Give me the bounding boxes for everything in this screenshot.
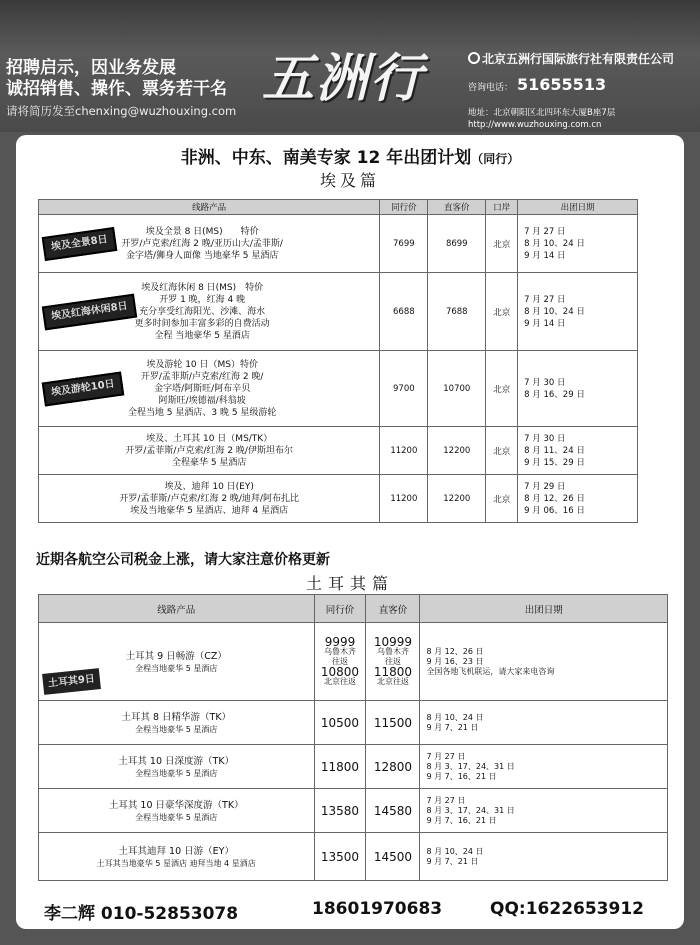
direct-price: 7688 xyxy=(428,273,486,351)
direct-price xyxy=(366,833,420,881)
route-stamp: 土耳其9日 xyxy=(42,668,101,695)
date-line: 7 月 30 日 xyxy=(524,377,566,388)
date-line: 9 月 7、21 日 xyxy=(426,856,479,866)
hotline-label: 咨询电话： xyxy=(468,83,514,93)
price-line: 10800 xyxy=(320,664,360,679)
departure-dates xyxy=(518,427,638,475)
peer-price: 11200 xyxy=(380,475,428,523)
departure-dates xyxy=(420,833,668,881)
company-address: 地址：北京朝阳区北四环东大厦B座7层 xyxy=(468,108,616,118)
route-cell xyxy=(39,475,380,523)
col-port: 口岸 xyxy=(486,200,518,215)
turkey-table xyxy=(38,594,668,881)
route-line: 埃及全景 8 日(MS) 特价 xyxy=(145,226,259,237)
col-route: 线路产品 xyxy=(39,200,380,215)
direct-price xyxy=(366,789,420,833)
date-line: 8 月 12、26 日 xyxy=(426,646,484,656)
price-line: 往返 xyxy=(331,656,348,666)
company-info xyxy=(468,50,694,130)
date-line: 8 月 10、24 日 xyxy=(426,846,484,856)
plan-title-suffix: （同行） xyxy=(471,152,520,166)
route-line: 埃及红海休闲 8 日(MS) 特价 xyxy=(141,282,264,293)
date-line: 7 月 27 日 xyxy=(426,751,466,761)
date-line: 8 月 10、24 日 xyxy=(426,712,484,722)
route-name: 土耳其 10 日深度游（TK） xyxy=(118,756,235,767)
recruit-line-2: 诚招销售、操作、票务若干名 xyxy=(6,79,227,99)
company-logo: 五洲行 xyxy=(262,48,425,109)
mobile-number: 18601970683 xyxy=(312,899,443,919)
route-note: 全程当地豪华 5 星酒店 xyxy=(135,769,218,778)
price-line: 11500 xyxy=(373,715,413,730)
price-line: 北京往返 xyxy=(376,676,409,686)
date-line: 8 月 11、24 日 xyxy=(524,445,585,456)
date-line: 7 月 30 日 xyxy=(524,433,566,444)
date-line: 9 月 7、16、21 日 xyxy=(426,815,497,825)
price-notice: 近期各航空公司税金上涨，请大家注意价格更新 xyxy=(36,552,330,568)
peer-price xyxy=(314,701,366,745)
route-name: 土耳其 8 日精华游（TK） xyxy=(121,712,232,723)
departure-dates xyxy=(518,351,638,427)
route-line: 开罗/孟菲斯/卢克索/红海 2 晚/迪拜/阿布扎比 xyxy=(119,493,299,504)
price-line: 乌鲁木齐 xyxy=(323,646,356,656)
route-cell xyxy=(39,623,315,701)
direct-price: 10700 xyxy=(428,351,486,427)
price-line: 11800 xyxy=(373,664,413,679)
hotline-number: 51655513 xyxy=(517,75,607,94)
plan-title-text: 非洲、中东、南美专家 12 年出团计划 xyxy=(180,148,472,168)
departure-dates xyxy=(518,475,638,523)
route-line: 开罗/孟菲斯/卢克索/红海 2 晚/伊斯坦布尔 xyxy=(125,445,293,456)
price-line: 乌鲁木齐 xyxy=(376,646,409,656)
col-direct-price: 直客价 xyxy=(428,200,486,215)
route-cell xyxy=(39,351,380,427)
port: 北京 xyxy=(486,475,518,523)
date-line: 8 月 12、26 日 xyxy=(524,493,585,504)
table-row xyxy=(39,273,638,351)
route-name: 土耳其 9 日畅游（CZ） xyxy=(125,651,227,662)
route-name: 土耳其 10 日豪华深度游（TK） xyxy=(108,800,244,811)
route-line: 更多时间参加丰富多彩的自费活动 xyxy=(134,318,270,329)
route-cell xyxy=(39,273,380,351)
port: 北京 xyxy=(486,427,518,475)
date-line: 7 月 27 日 xyxy=(524,294,566,305)
price-line: 10999 xyxy=(373,634,413,649)
route-line: 金字塔/狮身人面像 当地豪华 5 星酒店 xyxy=(126,250,279,261)
peer-price xyxy=(314,745,366,789)
col-dates: 出团日期 xyxy=(420,595,668,623)
price-line: 往返 xyxy=(384,656,401,666)
departure-dates xyxy=(420,623,668,701)
route-line: 全程豪华 5 星酒店 xyxy=(171,457,247,468)
route-line: 开罗/孟菲斯/卢克索/红海 2 晚/ xyxy=(140,371,264,382)
table-row xyxy=(39,475,638,523)
departure-dates xyxy=(518,273,638,351)
company-website[interactable]: http://www.wuzhouxing.com.cn xyxy=(468,120,602,130)
route-cell xyxy=(39,427,380,475)
route-cell xyxy=(39,701,315,745)
route-line: 全程当地 5 星酒店、3 晚 5 星级游轮 xyxy=(127,407,277,418)
peer-price xyxy=(314,789,366,833)
recruit-notice xyxy=(6,58,236,122)
direct-price xyxy=(366,623,420,701)
col-route: 线路产品 xyxy=(39,595,315,623)
date-line: 9 月 14 日 xyxy=(524,250,566,261)
col-direct-price: 直客价 xyxy=(366,595,420,623)
price-line: 10500 xyxy=(320,715,360,730)
date-line: 8 月 3、17、24、31 日 xyxy=(426,761,515,771)
route-line: 阿斯旺/埃德福/科翁坡 xyxy=(158,395,246,406)
table-row xyxy=(39,215,638,273)
company-name xyxy=(468,50,694,67)
table-row xyxy=(39,745,668,789)
qq-number: QQ:1622653912 xyxy=(490,899,644,919)
peer-price: 7699 xyxy=(380,215,428,273)
table-row xyxy=(39,351,638,427)
date-line: 7 月 27 日 xyxy=(426,795,466,805)
route-note: 全程当地豪华 5 星酒店 xyxy=(135,725,218,734)
direct-price: 12200 xyxy=(428,475,486,523)
peer-price: 6688 xyxy=(380,273,428,351)
price-line: 14580 xyxy=(373,803,413,818)
direct-price: 8699 xyxy=(428,215,486,273)
date-line: 9 月 14 日 xyxy=(524,318,566,329)
departure-dates xyxy=(420,701,668,745)
route-note: 全程当地豪华 5 星酒店 xyxy=(135,813,218,822)
date-line: 8 月 16、29 日 xyxy=(524,389,585,400)
route-stamp: 埃及游轮10日 xyxy=(42,371,124,406)
date-line: 9 月 7、16、21 日 xyxy=(426,771,497,781)
route-cell xyxy=(39,745,315,789)
table-row xyxy=(39,623,668,701)
price-line: 12800 xyxy=(373,759,413,774)
company-name-text: 北京五洲行国际旅行社有限责任公司 xyxy=(482,52,675,66)
route-cell xyxy=(39,215,380,273)
route-line: 开罗 1 晚，红海 4 晚 xyxy=(159,294,246,305)
date-line: 9 月 15、29 日 xyxy=(524,457,585,468)
direct-price xyxy=(366,745,420,789)
peer-price xyxy=(314,623,366,701)
peer-price: 11200 xyxy=(380,427,428,475)
table-row xyxy=(39,833,668,881)
port: 北京 xyxy=(486,351,518,427)
route-cell xyxy=(39,789,315,833)
route-line: 开罗/卢克索/红海 2 晚/亚历山大/孟菲斯/ xyxy=(121,238,283,249)
price-line: 14500 xyxy=(373,849,413,864)
egypt-heading: 埃及篇 xyxy=(319,171,380,190)
date-line: 8 月 10、24 日 xyxy=(524,306,585,317)
logo-ring-icon xyxy=(468,52,480,64)
col-dates: 出团日期 xyxy=(518,200,638,215)
date-line: 全国各地飞机联运，请大家来电咨询 xyxy=(426,666,555,676)
route-name: 土耳其迪拜 10 日游（EY） xyxy=(118,846,234,857)
route-line: 全程 当地豪华 5 星酒店 xyxy=(154,330,250,341)
departure-dates xyxy=(420,789,668,833)
direct-price: 12200 xyxy=(428,427,486,475)
route-note: 土耳其当地豪华 5 星酒店 迪拜当地 4 星酒店 xyxy=(96,859,256,868)
route-line: 埃及、土耳其 10 日（MS/TK） xyxy=(146,433,273,444)
table-row xyxy=(39,701,668,745)
date-line: 7 月 29 日 xyxy=(524,481,566,492)
recruit-line-1: 招聘启示，因业务发展 xyxy=(6,58,176,78)
route-cell xyxy=(39,833,315,881)
date-line: 9 月 7、21 日 xyxy=(426,722,479,732)
date-line: 9 月 06、16 日 xyxy=(524,505,585,516)
hotline xyxy=(468,75,694,94)
col-peer-price: 同行价 xyxy=(314,595,366,623)
turkey-heading: 土耳其篇 xyxy=(305,574,394,593)
route-line: 充分享受红海阳光、沙滩、海水 xyxy=(139,306,266,317)
route-stamp: 埃及全景8日 xyxy=(42,227,118,261)
peer-price: 9700 xyxy=(380,351,428,427)
price-line: 9999 xyxy=(324,634,356,649)
route-stamp: 埃及红海休闲8日 xyxy=(42,293,137,330)
date-line: 8 月 3、17、24、31 日 xyxy=(426,805,515,815)
contact-person: 李二辉 010-52853078 xyxy=(44,904,239,924)
route-line: 金字塔/阿斯旺/阿布辛贝 xyxy=(154,383,251,394)
col-peer-price: 同行价 xyxy=(380,200,428,215)
route-line: 埃及当地豪华 5 星酒店、迪拜 4 星酒店 xyxy=(130,505,289,516)
route-line: 埃及游轮 10 日（MS）特价 xyxy=(146,359,258,370)
plan-title xyxy=(16,143,684,168)
price-line: 13580 xyxy=(320,803,360,818)
date-line: 8 月 10、24 日 xyxy=(524,238,585,249)
route-line: 埃及、迪拜 10 日(EY) xyxy=(164,481,254,492)
table-row xyxy=(39,789,668,833)
resume-email: 请将简历发至chenxing@wuzhouxing.com xyxy=(6,104,237,118)
port: 北京 xyxy=(486,215,518,273)
date-line: 9 月 16、23 日 xyxy=(426,656,484,666)
date-line: 7 月 27 日 xyxy=(524,226,566,237)
port: 北京 xyxy=(486,273,518,351)
departure-dates xyxy=(420,745,668,789)
price-line: 11800 xyxy=(320,759,360,774)
header-banner xyxy=(0,0,700,132)
price-line: 北京往返 xyxy=(323,676,356,686)
route-note: 全程当地豪华 5 星酒店 xyxy=(135,664,218,673)
peer-price xyxy=(314,833,366,881)
egypt-table xyxy=(38,199,638,523)
departure-dates xyxy=(518,215,638,273)
price-line: 13500 xyxy=(320,849,360,864)
table-row xyxy=(39,427,638,475)
direct-price xyxy=(366,701,420,745)
